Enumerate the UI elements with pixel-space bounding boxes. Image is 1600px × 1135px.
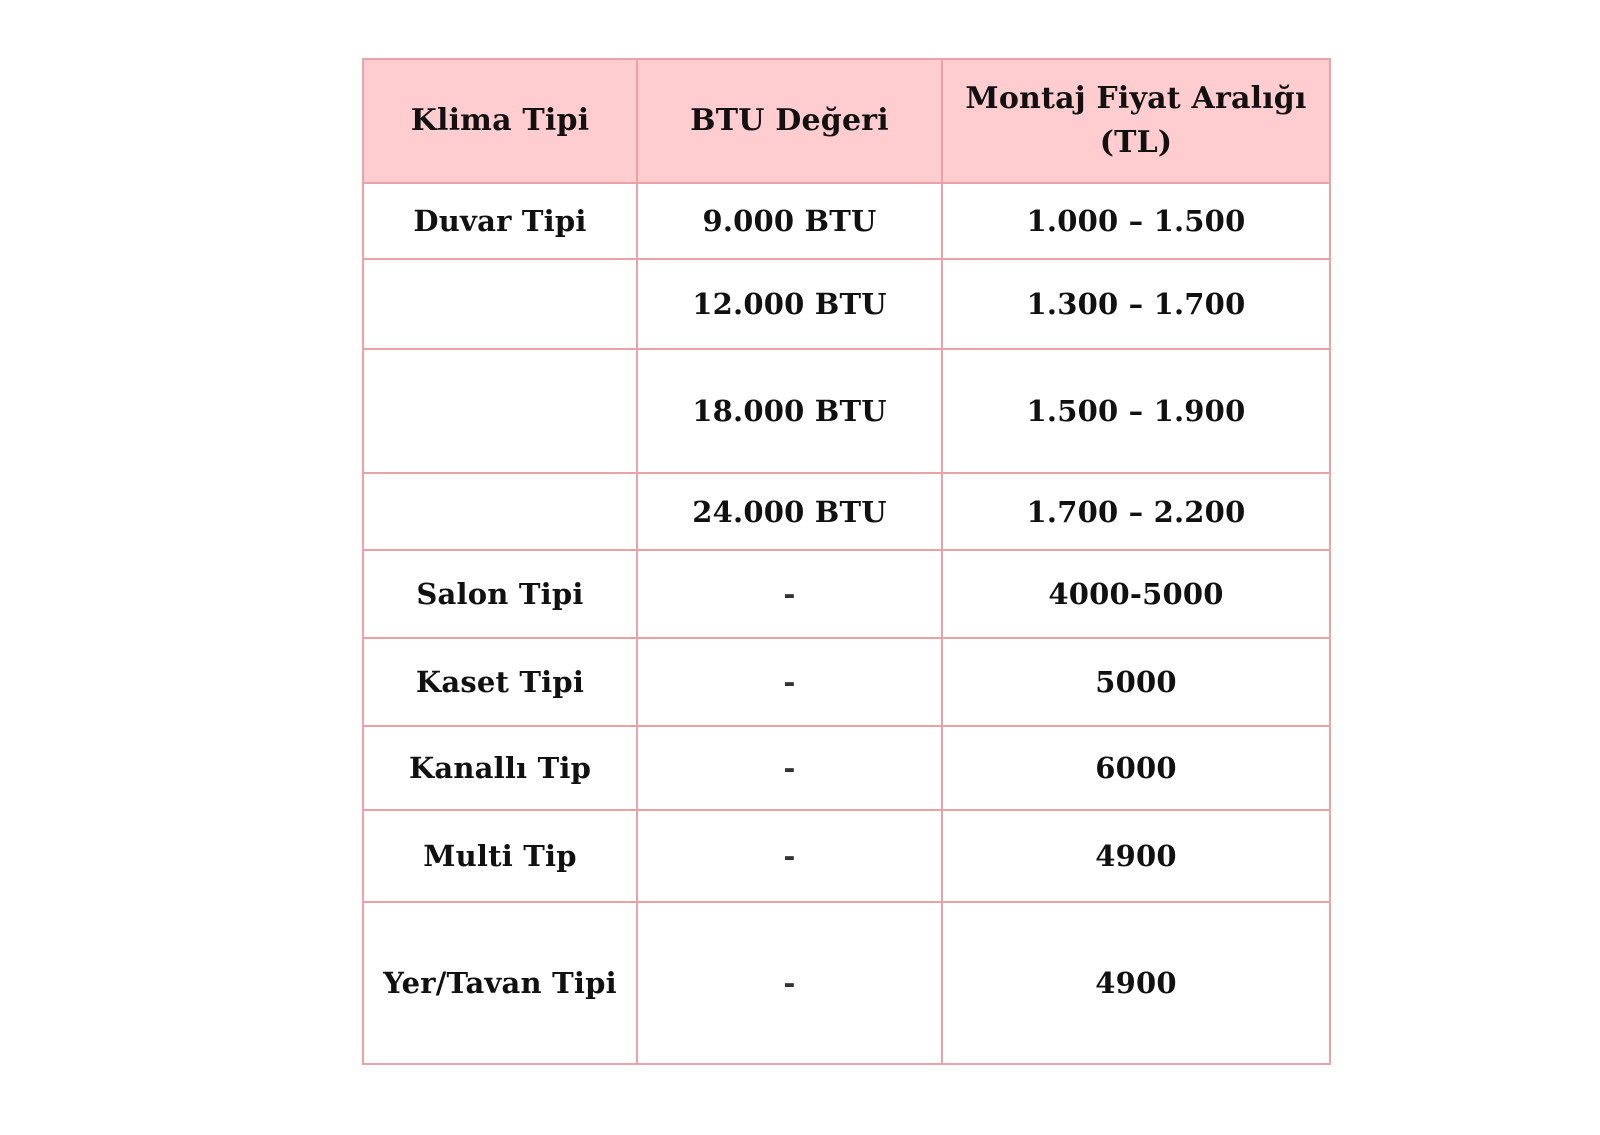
cell-price: 4900 (942, 902, 1330, 1064)
cell-type: Kanallı Tip (363, 726, 637, 810)
header-klima-tipi: Klima Tipi (363, 59, 637, 183)
cell-price: 1.000 – 1.500 (942, 183, 1330, 259)
cell-btu: - (637, 810, 942, 902)
header-montaj-fiyat: Montaj Fiyat Aralığı (TL) (942, 59, 1330, 183)
table-row (363, 550, 1330, 638)
cell-price: 1.300 – 1.700 (942, 259, 1330, 349)
cell-btu: 24.000 BTU (637, 473, 942, 550)
table-row (363, 259, 1330, 349)
cell-type: Multi Tip (363, 810, 637, 902)
cell-price: 1.500 – 1.900 (942, 349, 1330, 473)
header-btu-degeri: BTU Değeri (637, 59, 942, 183)
cell-type (363, 259, 637, 349)
cell-price: 5000 (942, 638, 1330, 726)
cell-price: 6000 (942, 726, 1330, 810)
cell-btu: 12.000 BTU (637, 259, 942, 349)
table-row (363, 473, 1330, 550)
cell-type: Yer/Tavan Tipi (363, 902, 637, 1064)
cell-btu: 9.000 BTU (637, 183, 942, 259)
table-row (363, 638, 1330, 726)
cell-type: Salon Tipi (363, 550, 637, 638)
cell-btu: - (637, 726, 942, 810)
cell-type: Duvar Tipi (363, 183, 637, 259)
table-header-row (363, 59, 1330, 183)
cell-price: 4900 (942, 810, 1330, 902)
cell-btu: 18.000 BTU (637, 349, 942, 473)
cell-type (363, 349, 637, 473)
table-row (363, 810, 1330, 902)
table-row (363, 183, 1330, 259)
cell-price: 1.700 – 2.200 (942, 473, 1330, 550)
price-table (362, 58, 1331, 1065)
cell-price: 4000-5000 (942, 550, 1330, 638)
cell-type (363, 473, 637, 550)
cell-btu: - (637, 550, 942, 638)
table-row (363, 349, 1330, 473)
cell-type: Kaset Tipi (363, 638, 637, 726)
cell-btu: - (637, 638, 942, 726)
cell-btu: - (637, 902, 942, 1064)
table-row (363, 902, 1330, 1064)
table-row (363, 726, 1330, 810)
